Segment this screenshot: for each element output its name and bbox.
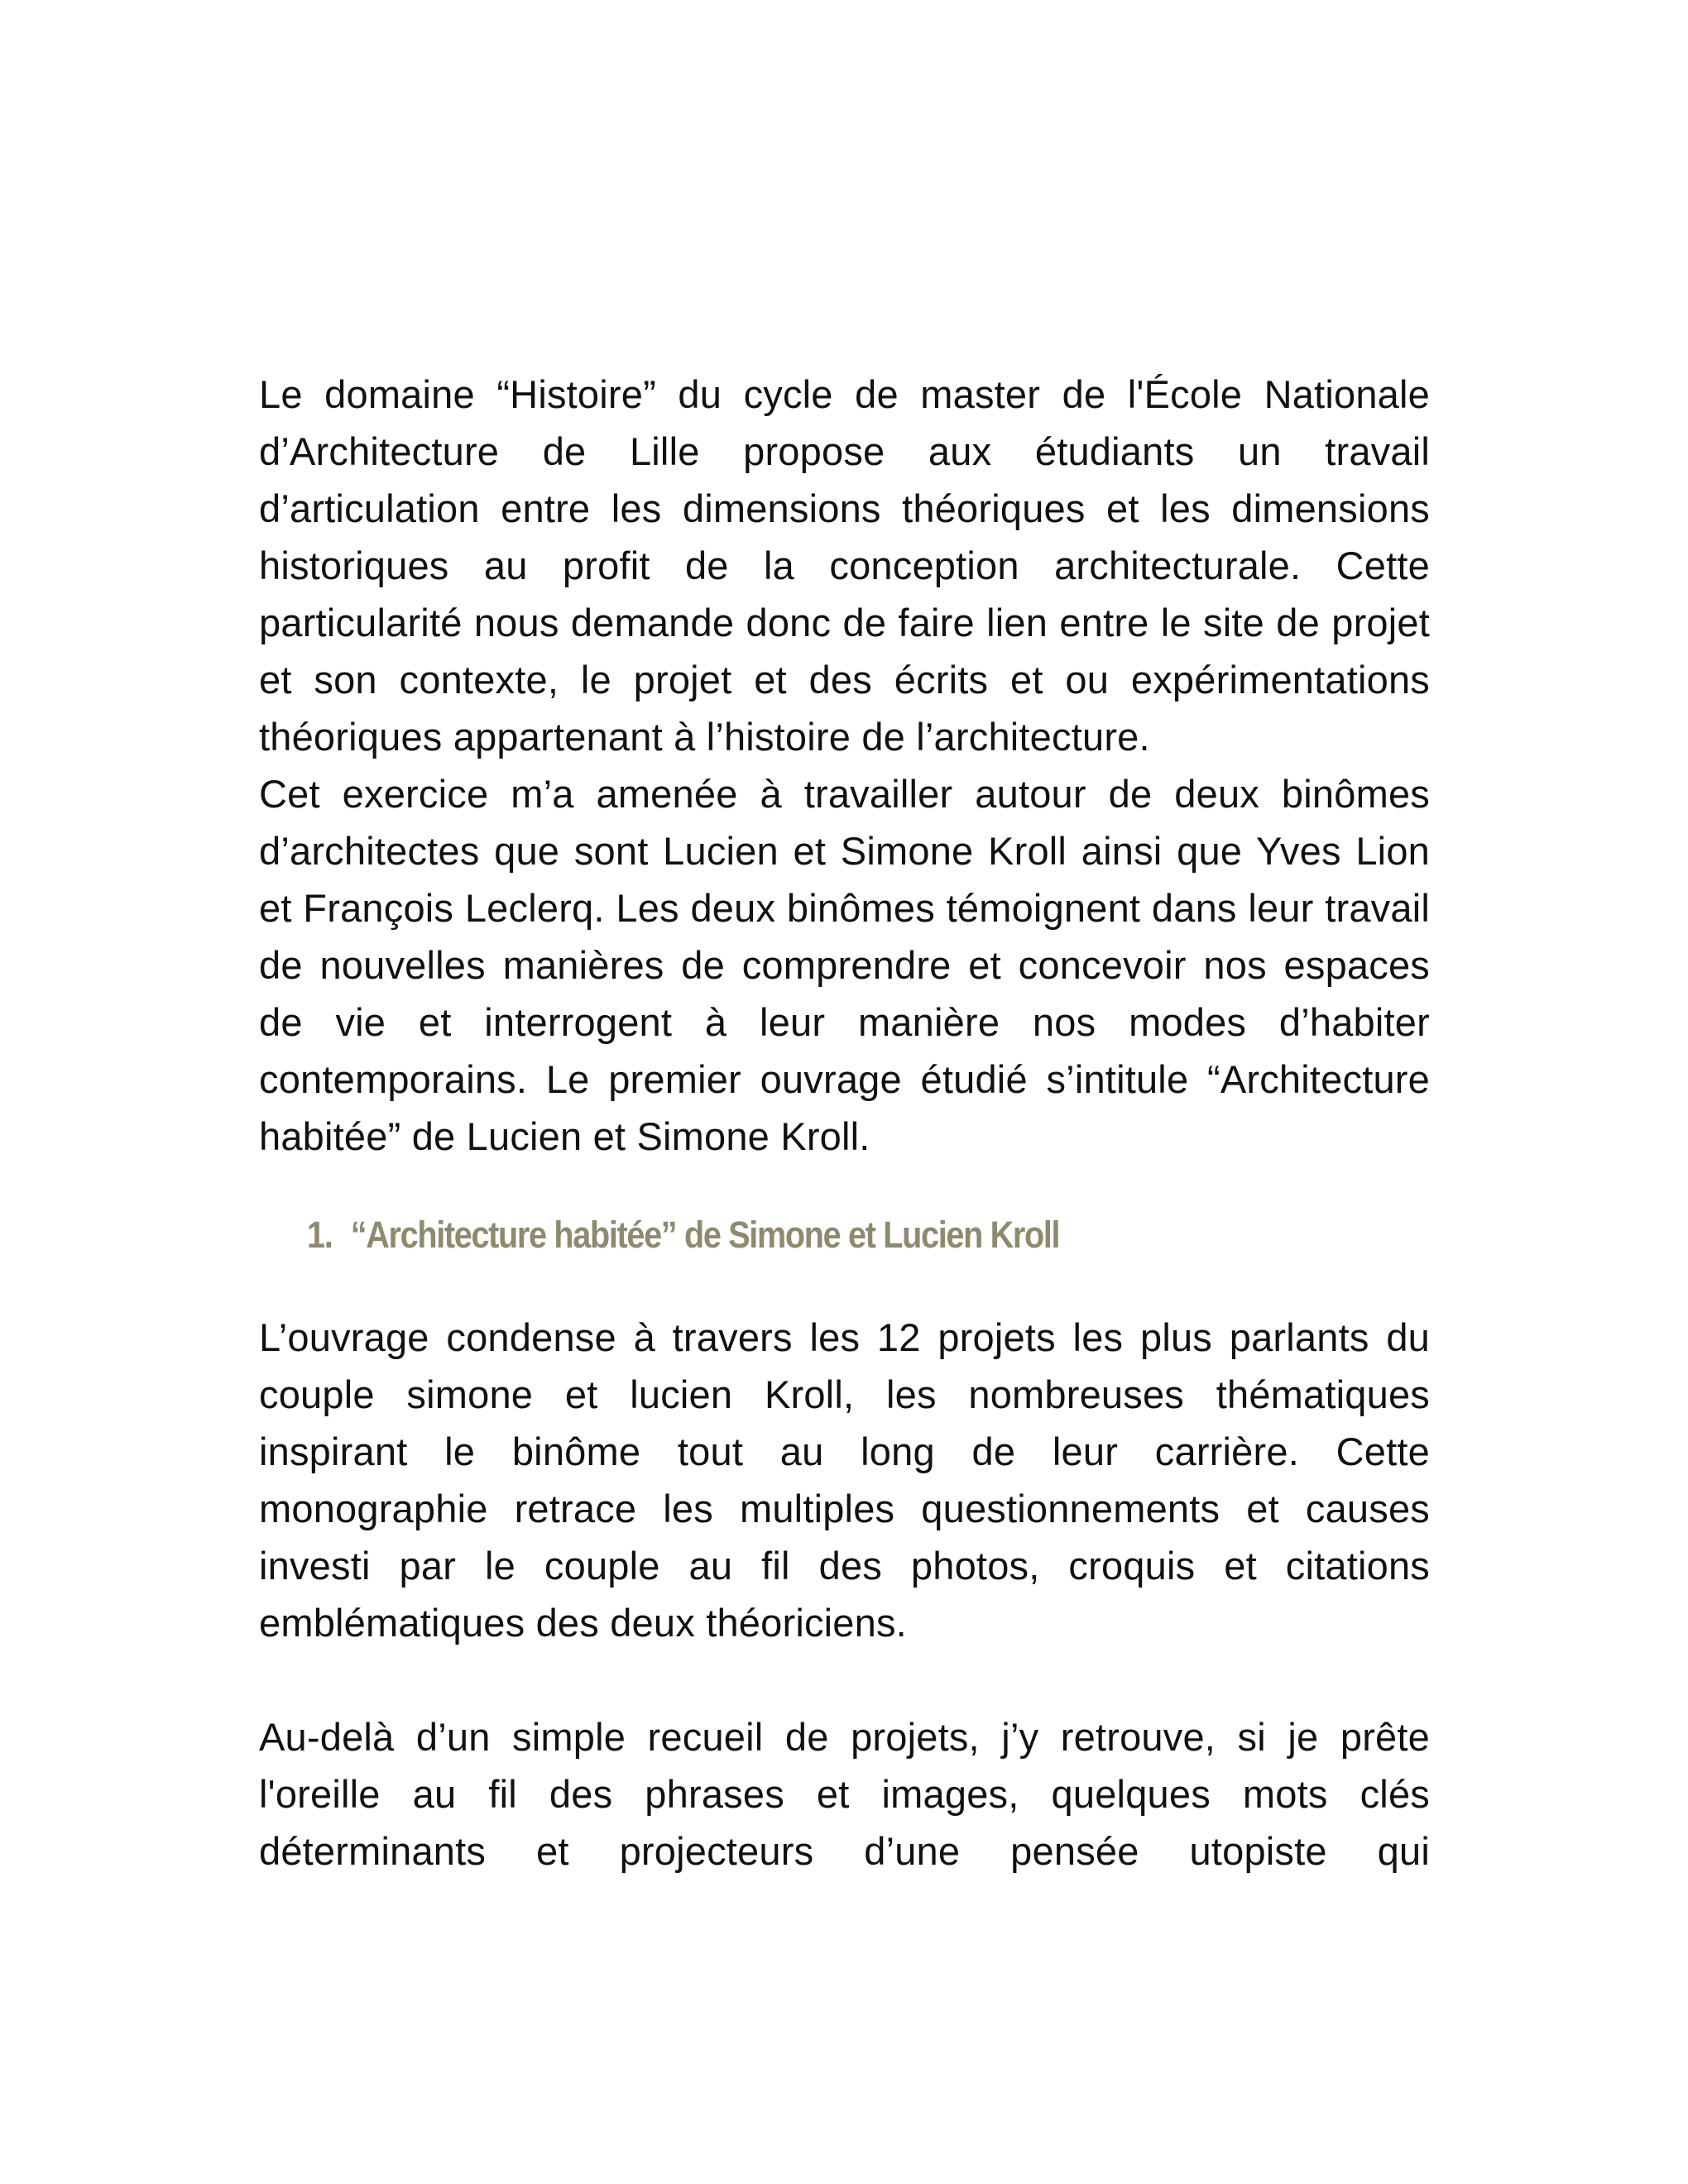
- document-body: [259, 366, 1430, 1880]
- second-paragraph: Cet exercice m’a amenée à travailler autour de deux binômes d’architectes que sont Lucien et Simone Kroll ainsi que Yves Lion et François Leclerq. Les deux binômes témoignent dans leur travail de nouvelles manières de comprendre et concevoir nos espaces de vie et interrogent à leur manière nos modes d’habiter contemporains. Le premier ouvrage étudié s’intitule “Architecture habitée” de Lucien et Simone Kroll.: [259, 772, 1430, 1158]
- intro-paragraph: Le domaine “Histoire” du cycle de master de l'École Nationale d’Architecture de Lille propose aux étudiants un travail d’articulation entre les dimensions théoriques et les dimensions historiques au profit de la conception architecturale. Cette particularité nous demande donc de faire lien entre le site de projet et son contexte, le projet et des écrits et ou expérimentations théoriques appartenant à l’histoire de l’architecture.: [259, 372, 1430, 759]
- section-number: 1.: [307, 1214, 333, 1256]
- section-title: “Architecture habitée” de Simone et Lucien Kroll: [350, 1214, 1060, 1256]
- section-heading: [307, 1208, 1295, 1262]
- third-paragraph: L’ouvrage condense à travers les 12 projets les plus parlants du couple simone et lucien Kroll, les nombreuses thématiques inspirant le binôme tout au long de leur carrière. Cette monographie retrace les multiples questionnements et causes investi par le couple au fil des photos, croquis et citations emblématiques des deux théoriciens.: [259, 1315, 1430, 1645]
- fourth-paragraph: Au-delà d’un simple recueil de projets, j’y retrouve, si je prête l'oreille au fil des phrases et images, quelques mots clés déterminants et projecteurs d’une pensée utopiste qui: [259, 1715, 1430, 1873]
